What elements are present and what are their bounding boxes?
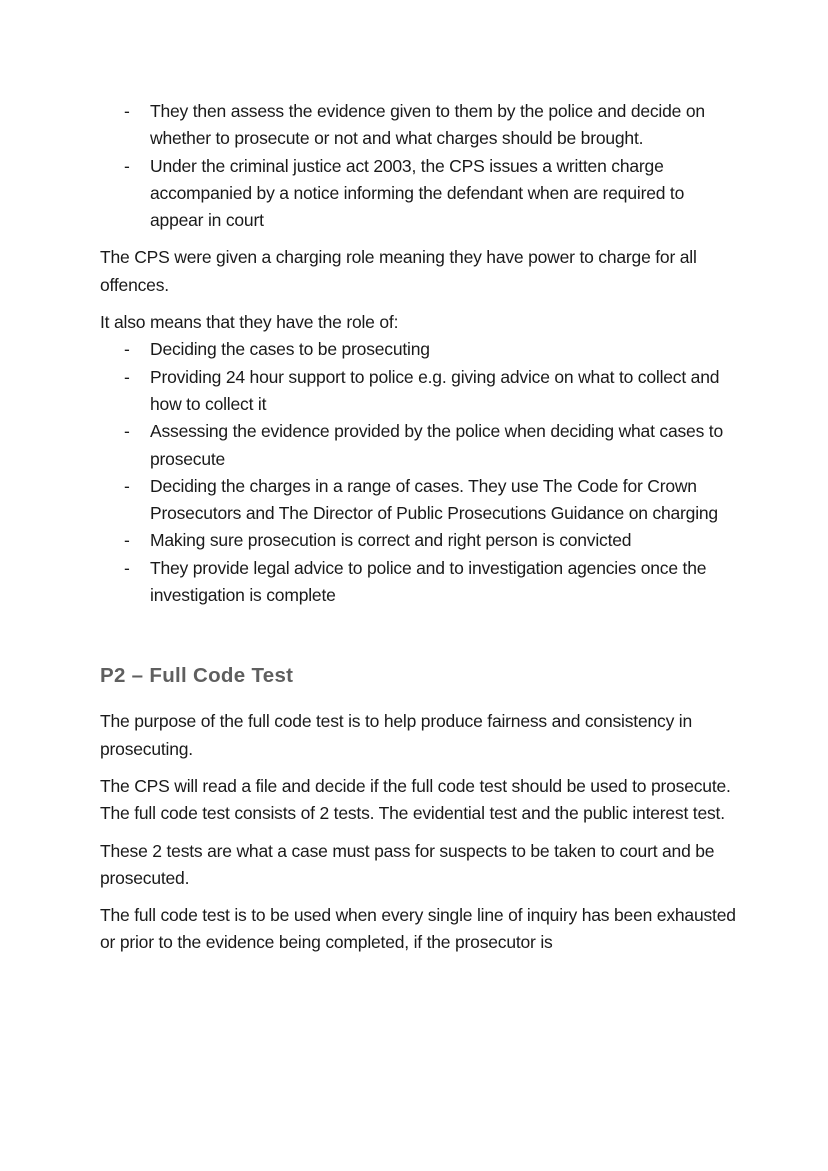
list-item-text: They provide legal advice to police and to investigation agencies once the investigation is complete xyxy=(150,557,707,606)
list-item xyxy=(100,473,740,528)
bullet-dash: - xyxy=(124,101,130,121)
list-item xyxy=(100,555,740,610)
list-item-text: Providing 24 hour support to police e.g. giving advice on what to collect and how to collect it xyxy=(150,366,720,414)
list-item xyxy=(100,418,740,473)
bullet-dash: - xyxy=(124,366,130,387)
section-heading: P2 – Full Code Test xyxy=(100,664,294,688)
bullet-dash: - xyxy=(124,155,130,176)
list-item xyxy=(100,527,740,554)
list-item-text: They then assess the evidence given to them by the police and decide on whether to prosecute or not and what charges should be brought. xyxy=(150,101,705,149)
paragraph: The CPS will read a file and decide if the full code test should be used to prosecute. The full code test consists of 2 tests. The evidential test and the public interest test. xyxy=(100,775,731,824)
paragraph: The full code test is to be used when every single line of inquiry has been exhausted or prior to the evidence being completed, if the prosecutor is xyxy=(100,905,736,953)
cps-roles-list xyxy=(100,336,740,609)
list-item-text: Under the criminal justice act 2003, the CPS issues a written charge accompanied by a notice informing the defendant when are required to appear in court xyxy=(150,155,685,231)
list-item-text: Making sure prosecution is correct and right person is convicted xyxy=(150,530,632,551)
bullet-dash: - xyxy=(124,530,130,551)
paragraph: The purpose of the full code test is to help produce fairness and consistency in prosecuting. xyxy=(100,711,692,759)
paragraph-role-intro: It also means that they have the role of: xyxy=(100,312,399,333)
list-item-text: Deciding the cases to be prosecuting xyxy=(150,339,430,360)
list-item-text: Assessing the evidence provided by the police when deciding what cases to prosecute xyxy=(150,421,723,469)
list-item-text: Deciding the charges in a range of cases. They use The Code for Crown Prosecutors and The Director of Public Prosecutions Guidance on charging xyxy=(150,475,718,524)
list-item xyxy=(100,153,740,235)
bullet-dash: - xyxy=(124,557,130,578)
paragraph: These 2 tests are what a case must pass for suspects to be taken to court and be prosecuted. xyxy=(100,840,715,888)
list-item xyxy=(100,364,740,419)
document-page xyxy=(100,98,740,957)
list-item xyxy=(100,98,740,153)
cps-process-list xyxy=(100,98,740,234)
paragraph-charging-role: The CPS were given a charging role meaning they have power to charge for all offences. xyxy=(100,247,697,295)
bullet-dash: - xyxy=(124,475,130,496)
list-item xyxy=(100,336,740,363)
bullet-dash: - xyxy=(124,421,130,442)
bullet-dash: - xyxy=(124,339,130,360)
